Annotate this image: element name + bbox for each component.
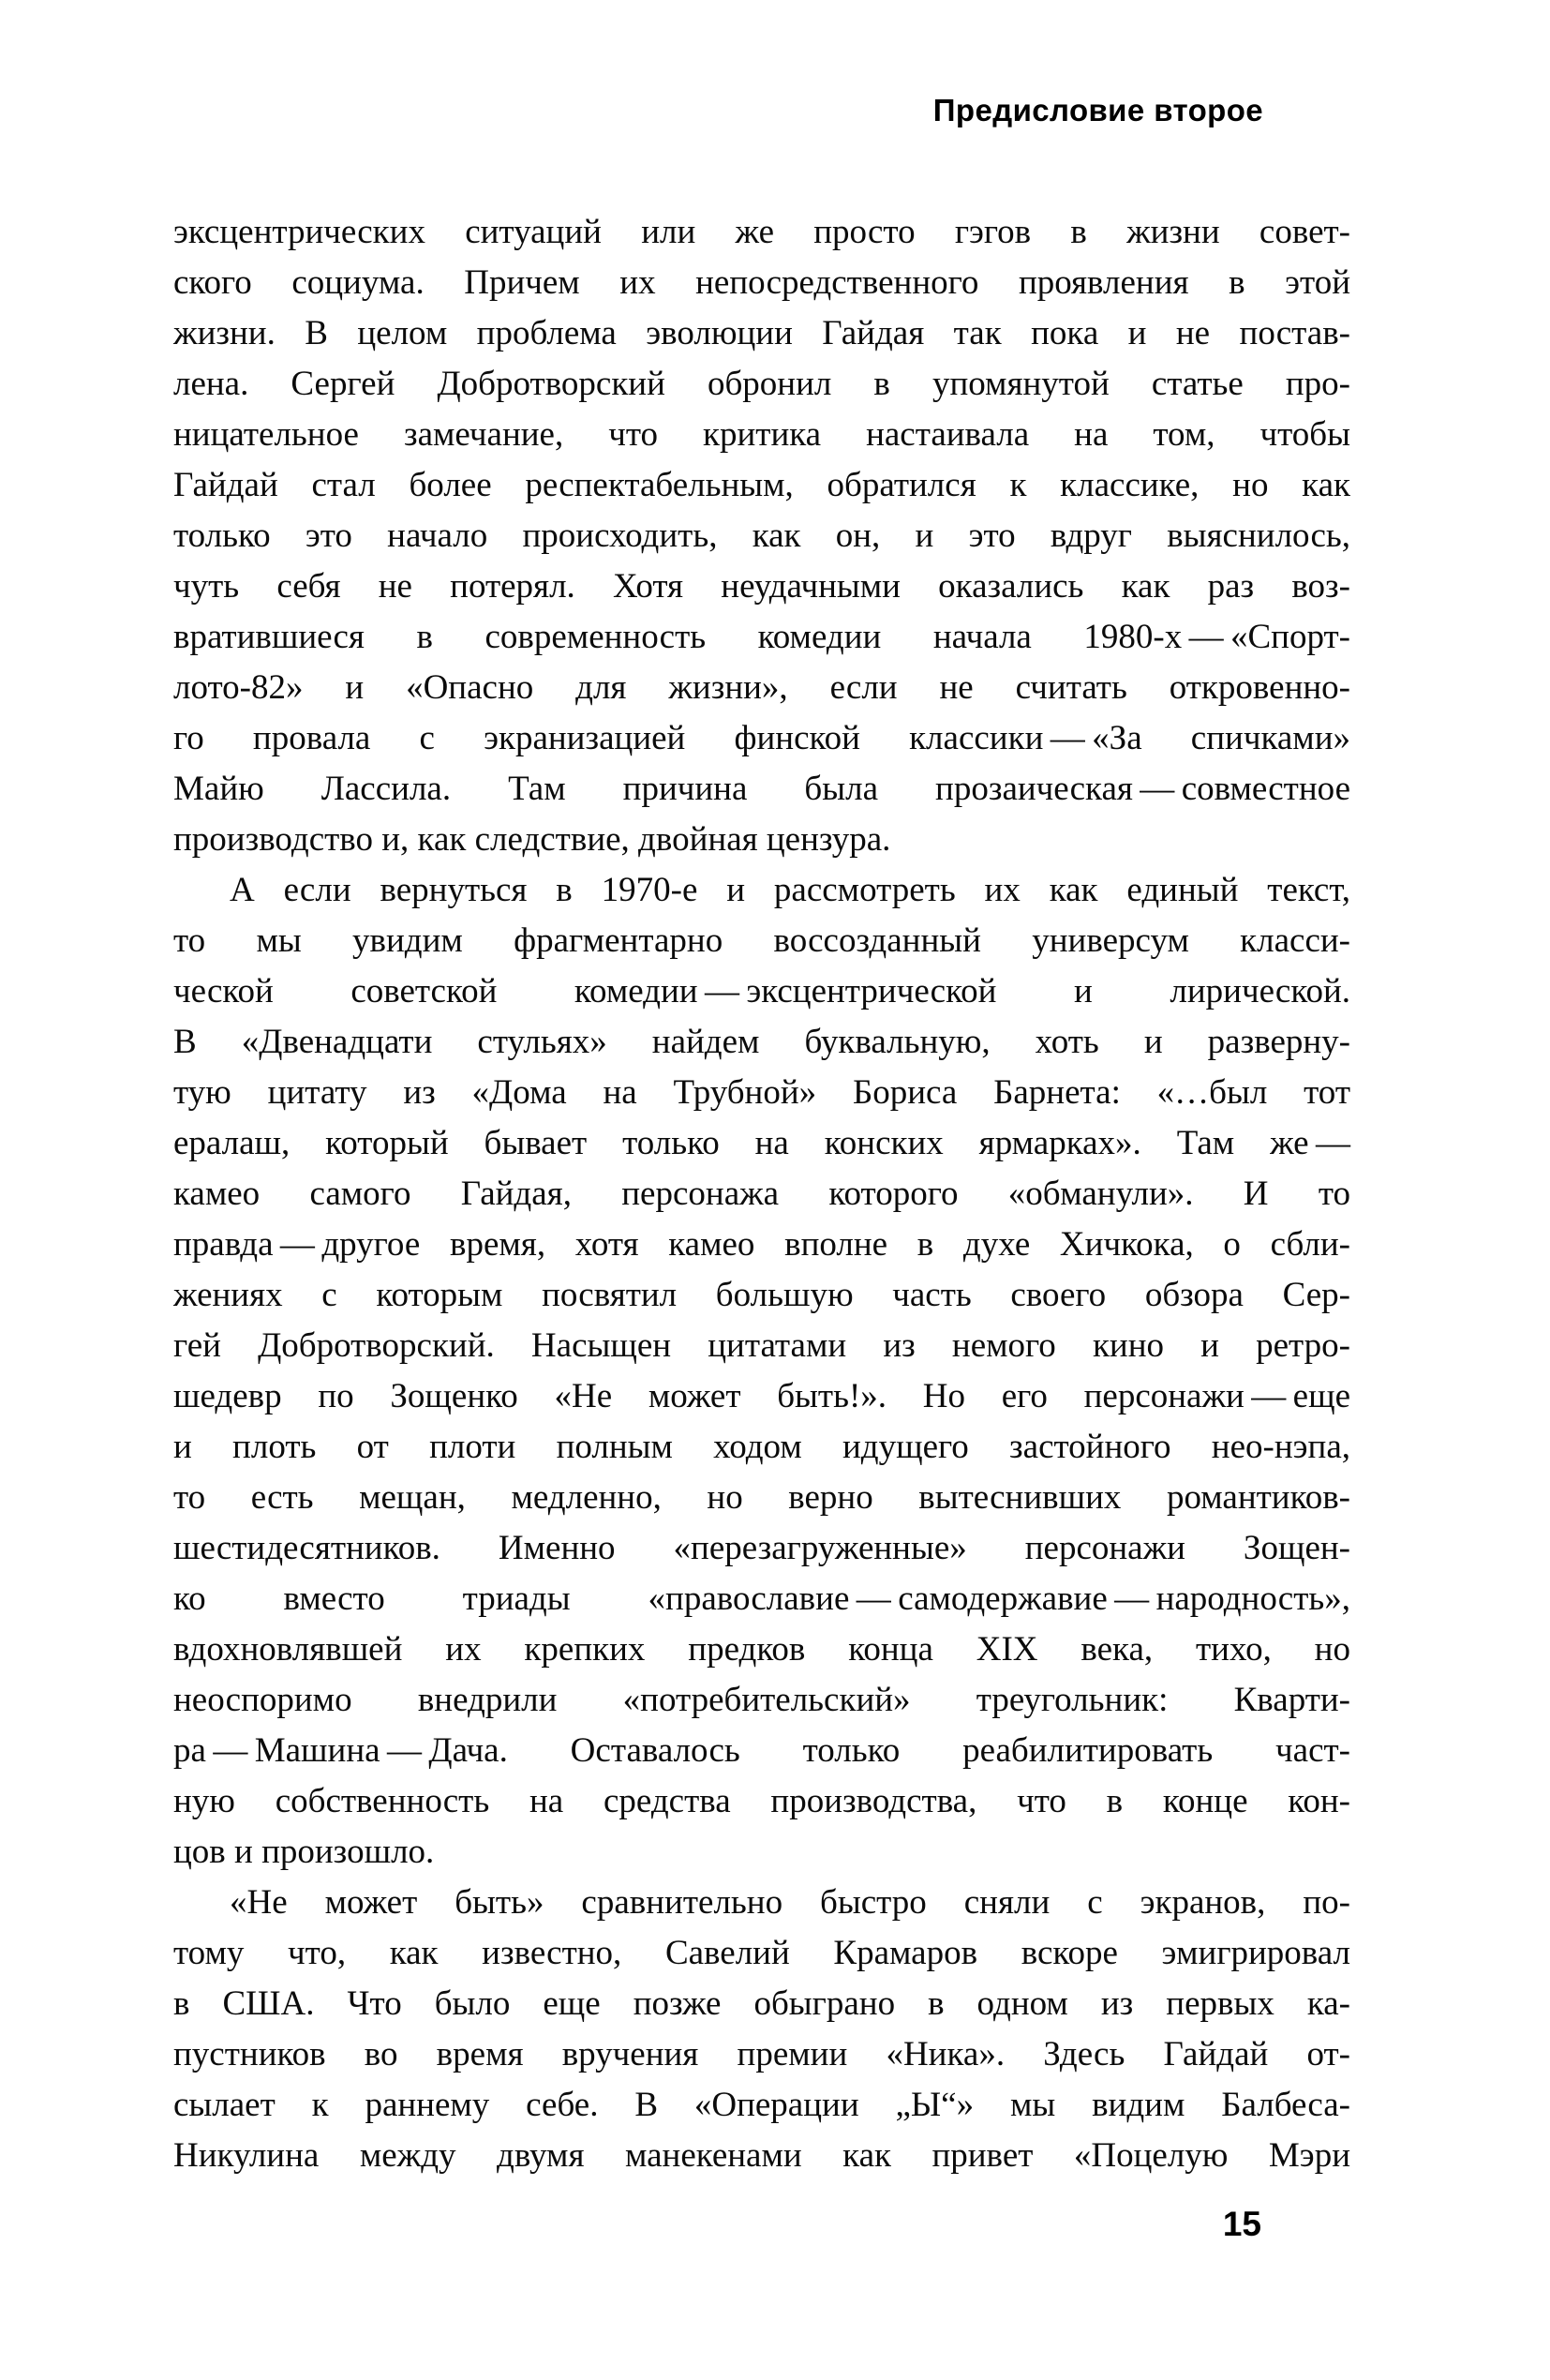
text-line: Гайдай стал более респектабельным, обратился к классике, но как bbox=[173, 466, 1350, 504]
body-text bbox=[173, 207, 1350, 2181]
text-line: цов и произошло. bbox=[173, 1833, 435, 1871]
text-line: го провала с экранизацией финской классики — «За спичками» bbox=[173, 719, 1350, 757]
text-line: производство и, как следствие, двойная цензура. bbox=[173, 820, 891, 859]
text-line: только это начало происходить, как он, и это вдруг выяснилось, bbox=[173, 516, 1350, 555]
text-line: ералаш, который бывает только на конских ярмарках». Там же — bbox=[173, 1124, 1350, 1162]
text-line: ческой советской комедии — эксцентрической и лирической. bbox=[173, 972, 1350, 1010]
text-line: вратившиеся в современность комедии начала 1980-х — «Спорт- bbox=[173, 618, 1350, 656]
text-line: Никулина между двумя манекенами как привет «Поцелую Мэри bbox=[173, 2136, 1350, 2175]
text-line: ко вместо триады «православие — самодержавие — народность», bbox=[173, 1579, 1350, 1618]
text-line: то есть мещан, медленно, но верно вытеснивших романтиков- bbox=[173, 1478, 1350, 1517]
text-line: тому что, как известно, Савелий Крамаров вскоре эмигрировал bbox=[173, 1934, 1350, 1972]
text-line: Майю Лассила. Там причина была прозаическая — совместное bbox=[173, 770, 1350, 808]
text-line: ную собственность на средства производства, что в конце кон- bbox=[173, 1782, 1350, 1820]
text-line: А если вернуться в 1970-е и рассмотреть их как единый текст, bbox=[230, 871, 1350, 909]
text-line: «Не может быть» сравнительно быстро сняли с экранов, по- bbox=[230, 1883, 1350, 1922]
text-line: камео самого Гайдая, персонажа которого «обманули». И то bbox=[173, 1175, 1350, 1213]
text-line: неоспоримо внедрили «потребительский» треугольник: Кварти- bbox=[173, 1681, 1350, 1719]
text-line: ского социума. Причем их непосредственного проявления в этой bbox=[173, 263, 1350, 302]
text-line: В «Двенадцати стульях» найдем буквальную, хоть и разверну- bbox=[173, 1023, 1350, 1061]
text-line: вдохновлявшей их крепких предков конца XIX века, тихо, но bbox=[173, 1630, 1350, 1669]
text-line: шестидесятников. Именно «перезагруженные» персонажи Зощен- bbox=[173, 1529, 1350, 1567]
text-line: тую цитату из «Дома на Трубной» Бориса Барнета: «…был тот bbox=[173, 1073, 1350, 1112]
text-line: и плоть от плоти полным ходом идущего застойного нео-нэпа, bbox=[173, 1428, 1350, 1466]
text-line: эксцентрических ситуаций или же просто гэгов в жизни совет- bbox=[173, 213, 1350, 251]
text-line: ницательное замечание, что критика настаивала на том, чтобы bbox=[173, 415, 1350, 454]
text-line: жизни. В целом проблема эволюции Гайдая так пока и не постав- bbox=[173, 314, 1350, 352]
text-line: лена. Сергей Добротворский обронил в упомянутой статье про- bbox=[173, 365, 1350, 403]
text-line: в США. Что было еще позже обыграно в одном из первых ка- bbox=[173, 1984, 1350, 2023]
text-line: то мы увидим фрагментарно воссозданный универсум класси- bbox=[173, 921, 1350, 960]
text-line: жениях с которым посвятил большую часть своего обзора Сер- bbox=[173, 1276, 1350, 1314]
text-line: шедевр по Зощенко «Не может быть!». Но его персонажи — еще bbox=[173, 1377, 1350, 1415]
running-head: Предисловие второе bbox=[932, 93, 1263, 127]
text-line: правда — другое время, хотя камео вполне в духе Хичкока, о сбли- bbox=[173, 1225, 1350, 1264]
text-line: сылает к раннему себе. В «Операции „Ы“» мы видим Балбеса- bbox=[173, 2086, 1350, 2124]
text-line: гей Добротворский. Насыщен цитатами из немого кино и ретро- bbox=[173, 1326, 1350, 1365]
text-line: чуть себя не потерял. Хотя неудачными оказались как раз воз- bbox=[173, 567, 1350, 606]
text-line: пустников во время вручения премии «Ника». Здесь Гайдай от- bbox=[173, 2035, 1350, 2073]
text-line: лото-82» и «Опасно для жизни», если не считать откровенно- bbox=[173, 668, 1350, 707]
page-number: 15 bbox=[1222, 2205, 1261, 2243]
text-line: ра — Машина — Дача. Оставалось только реабилитировать част- bbox=[173, 1731, 1350, 1770]
